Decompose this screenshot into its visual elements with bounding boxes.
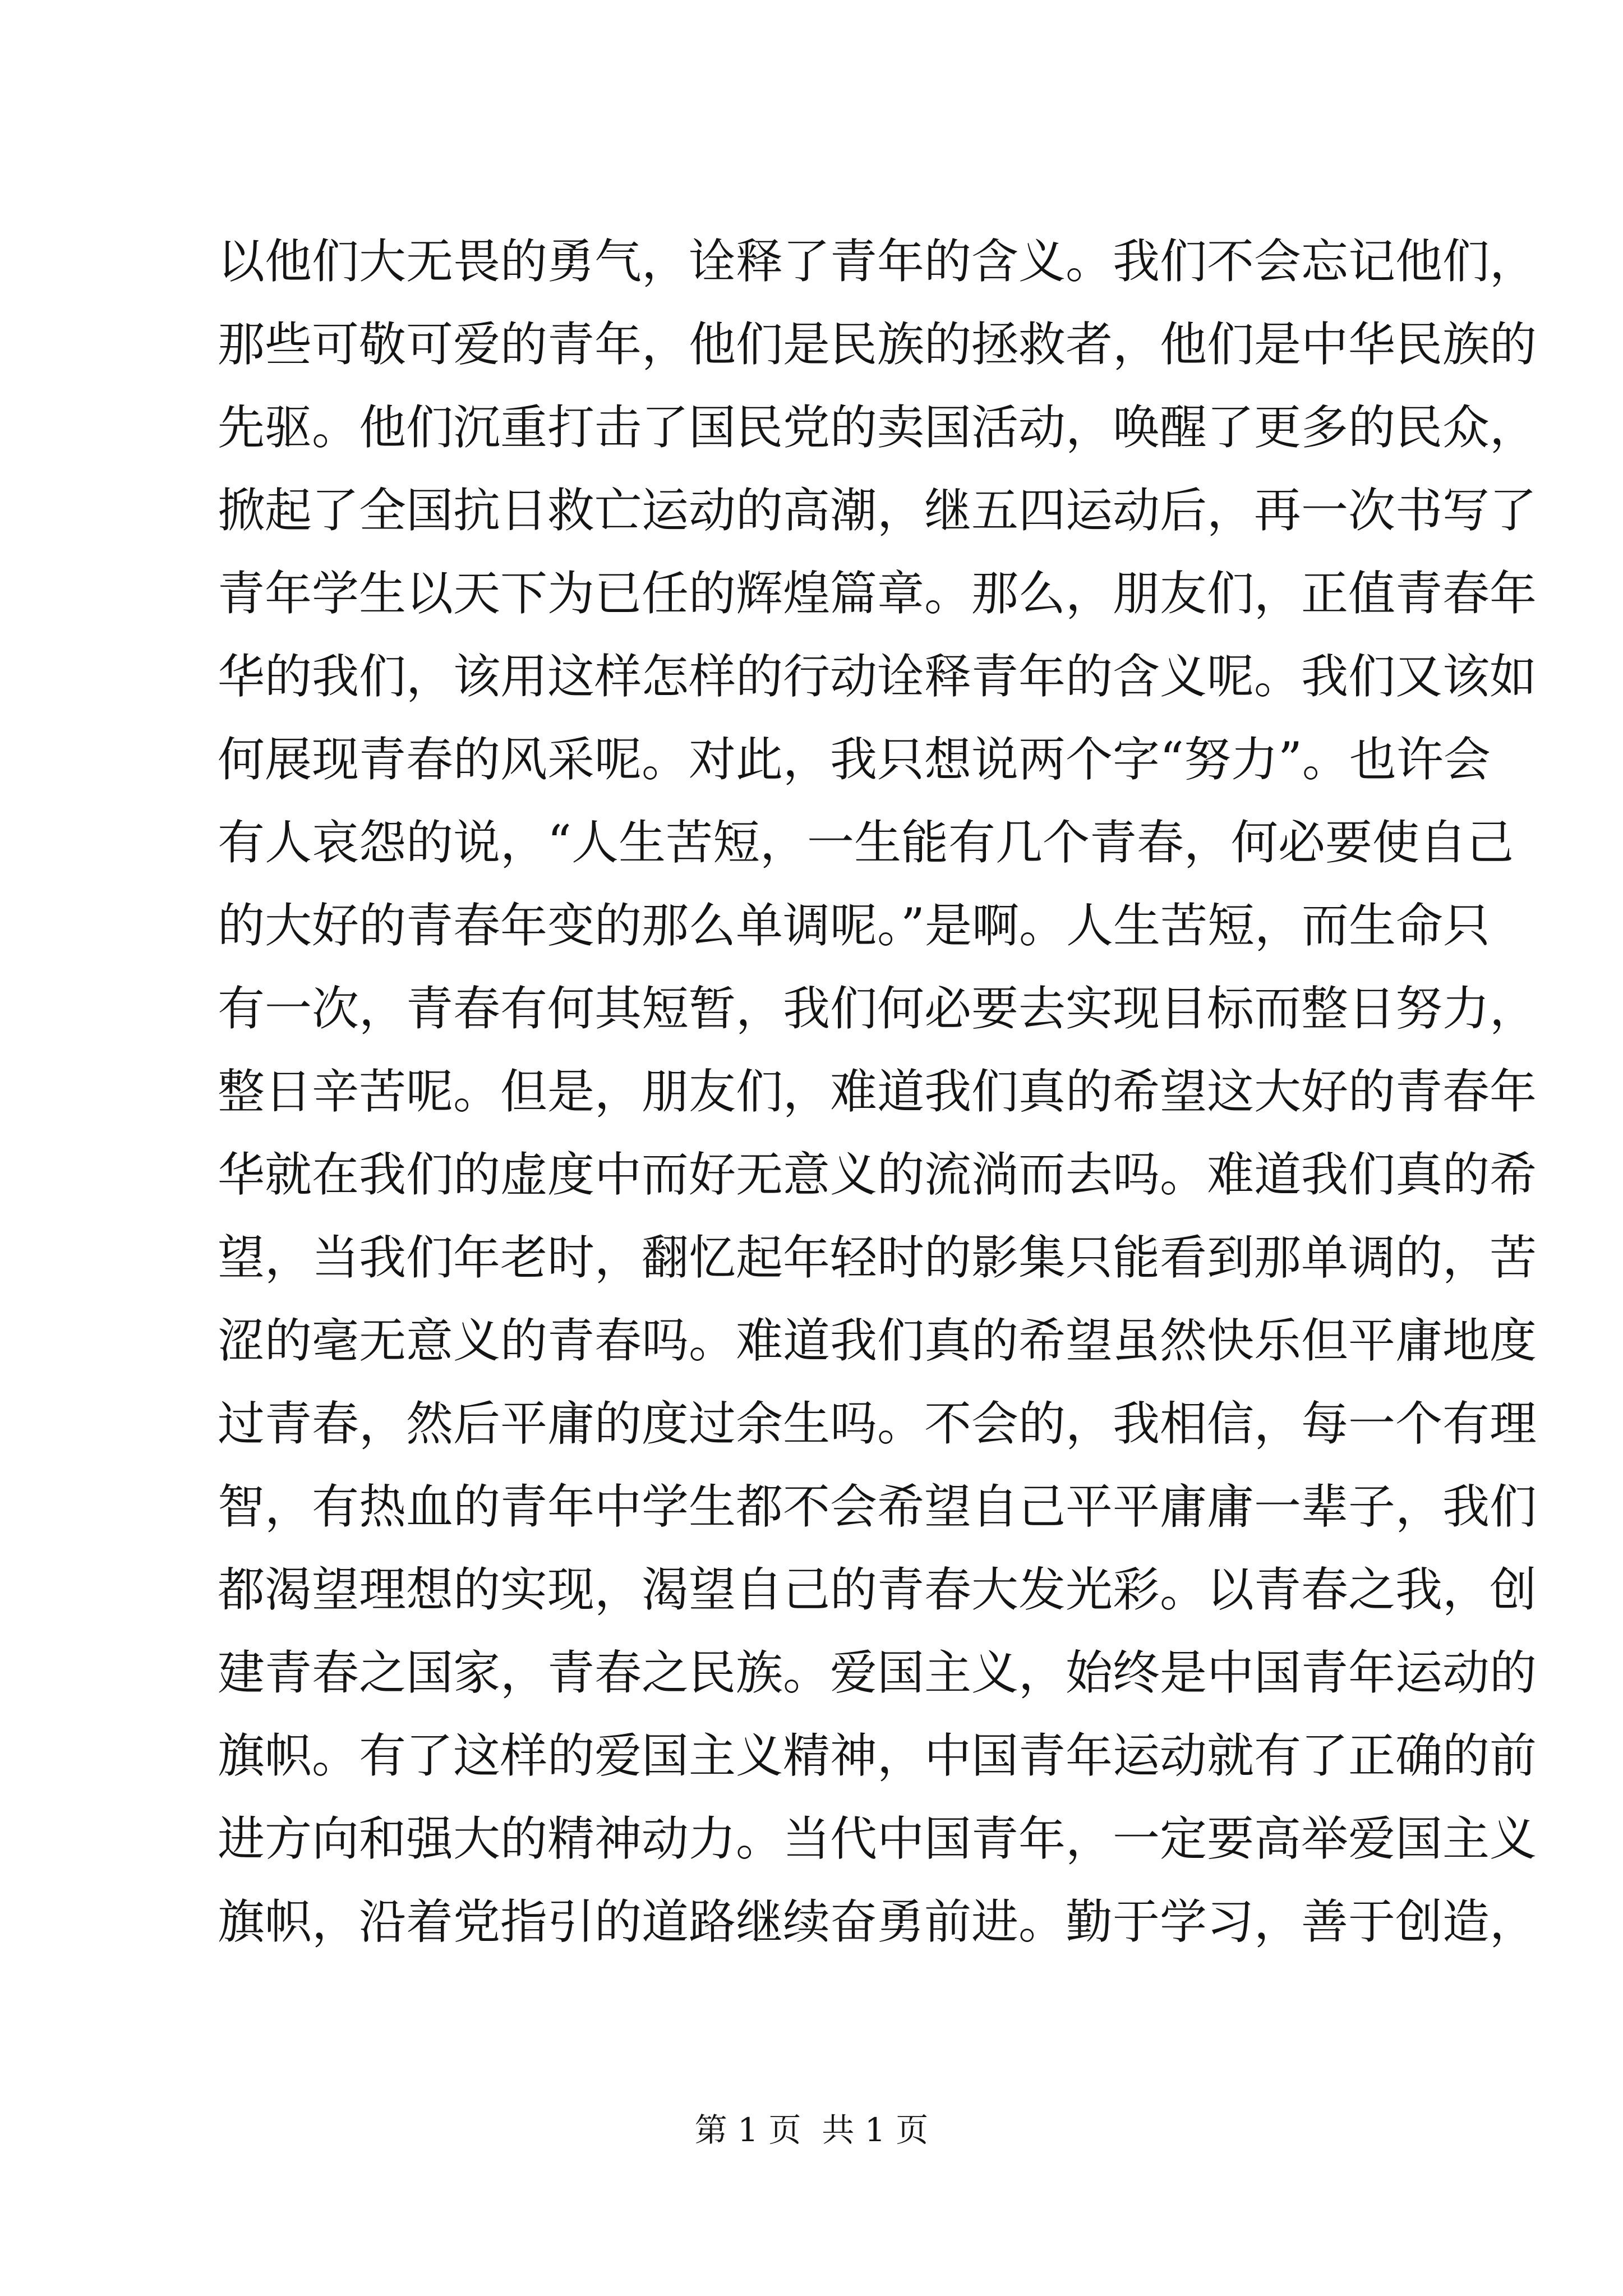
text-line: 以他们大无畏的勇气，诠释了青年的含义。我们不会忘记他们，	[218, 234, 1537, 289]
text-line: 进方向和强大的精神动力。当代中国青年，一定要高举爱国主义	[218, 1811, 1537, 1866]
text-line: 都渴望理想的实现，渴望自己的青春大发光彩。以青春之我，创	[218, 1562, 1537, 1617]
text-line: 华就在我们的虚度中而好无意义的流淌而去吗。难道我们真的希	[218, 1147, 1537, 1202]
text-line: 建青春之国家，青春之民族。爱国主义，始终是中国青年运动的	[218, 1645, 1537, 1700]
text-line: 那些可敬可爱的青年，他们是民族的拯救者，他们是中华民族的	[218, 317, 1537, 372]
text-line: 华的我们，该用这样怎样的行动诠释青年的含义呢。我们又该如	[218, 649, 1537, 704]
text-line: 旗帜，沿着党指引的道路继续奋勇前进。勤于学习，善于创造，	[218, 1894, 1537, 1949]
page-number-footer: 第 1 页 共 1 页	[694, 2111, 929, 2149]
text-line: 望，当我们年老时，翻忆起年轻时的影集只能看到那单调的，苦	[218, 1230, 1537, 1285]
text-line: 旗帜。有了这样的爱国主义精神，中国青年运动就有了正确的前	[218, 1728, 1537, 1783]
text-line: 青年学生以天下为已任的辉煌篇章。那么，朋友们，正值青春年	[218, 566, 1537, 621]
text-line: 先驱。他们沉重打击了国民党的卖国活动，唤醒了更多的民众，	[218, 400, 1537, 455]
text-line: 涩的毫无意义的青春吗。难道我们真的希望虽然快乐但平庸地度	[218, 1313, 1537, 1368]
text-line: 的大好的青春年变的那么单调呢。”是啊。人生苦短，而生命只	[218, 898, 1490, 953]
text-line: 有一次，青春有何其短暂，我们何必要去实现目标而整日努力，	[218, 981, 1537, 1036]
text-line: 有人哀怨的说，“人生苦短，一生能有几个青春，何必要使自己	[218, 815, 1514, 870]
text-line: 何展现青春的风采呢。对此，我只想说两个字“努力”。也许会	[218, 732, 1491, 787]
body-text	[218, 220, 1537, 1963]
text-line: 过青春，然后平庸的度过余生吗。不会的，我相信，每一个有理	[218, 1396, 1537, 1451]
text-line: 掀起了全国抗日救亡运动的高潮，继五四运动后，再一次书写了	[218, 483, 1537, 538]
text-line: 智，有热血的青年中学生都不会希望自己平平庸庸一辈子，我们	[218, 1479, 1537, 1534]
text-line: 整日辛苦呢。但是，朋友们，难道我们真的希望这大好的青春年	[218, 1064, 1537, 1119]
